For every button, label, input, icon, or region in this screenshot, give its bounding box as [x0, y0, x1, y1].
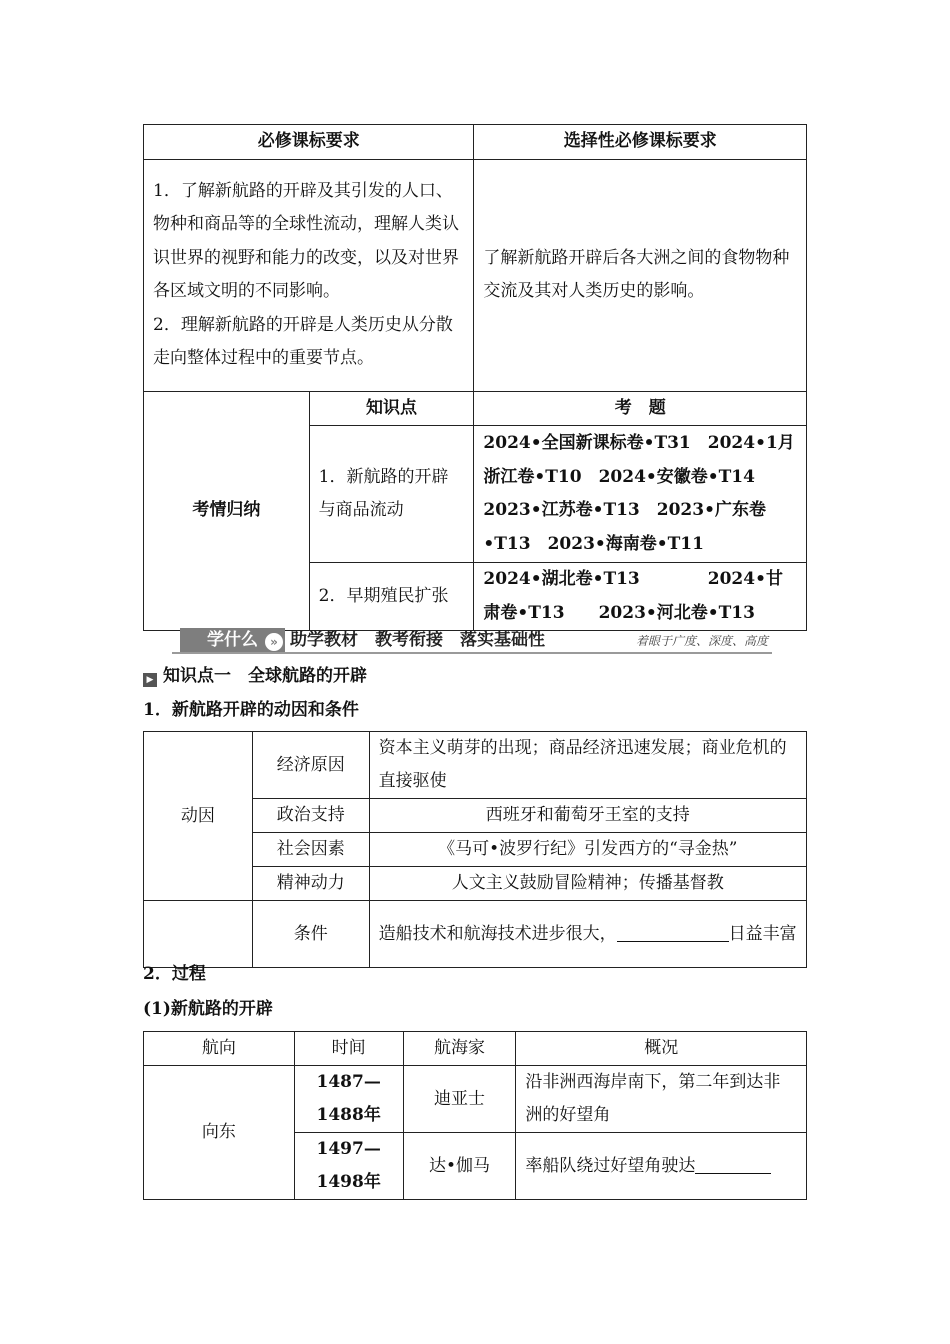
header-summary: 概况	[516, 1032, 807, 1066]
condition-detail	[369, 901, 806, 968]
detail-social: 《马可•波罗行纪》引发西方的“寻金热”	[369, 833, 806, 867]
standards-table	[143, 124, 807, 631]
summary-gama	[516, 1133, 807, 1200]
banner-tag: 学什么	[180, 628, 285, 652]
required-item-2: 2．理解新航路的开辟是人类历史从分散走向整体过程中的重要节点。	[153, 314, 453, 368]
navigator-dias: 迪亚士	[403, 1066, 516, 1133]
banner-slogan: 着眼于广度、深度、高度	[635, 634, 768, 648]
detail-spiritual: 人文主义鼓励冒险精神；传播基督教	[369, 867, 806, 901]
section-heading	[143, 664, 367, 688]
knowledge-point-2: 2．早期殖民扩张	[309, 563, 474, 631]
chevron-right-icon: »	[263, 631, 285, 653]
motives-table	[143, 731, 807, 968]
time-gama: 1497—1498年	[294, 1133, 403, 1200]
detail-political: 西班牙和葡萄牙王室的支持	[369, 799, 806, 833]
banner-title: 助学教材 教考衔接 落实基础性	[290, 630, 545, 650]
time-dias: 1487—1488年	[294, 1066, 403, 1133]
learning-banner	[172, 626, 772, 654]
header-elective: 选择性必修课标要求	[474, 125, 807, 160]
header-navigator: 航海家	[403, 1032, 516, 1066]
fill-blank-2[interactable]	[695, 1155, 771, 1174]
banner-divider	[172, 652, 772, 654]
knowledge-point-1: 1．新航路的开辟与商品流动	[309, 426, 474, 563]
header-required: 必修课标要求	[144, 125, 474, 160]
questions-2: 2024•湖北卷•T13 2024•甘肃卷•T13 2023•河北卷•T13	[474, 563, 807, 631]
factor-spiritual: 精神动力	[252, 867, 369, 901]
direction-east: 向东	[144, 1066, 295, 1200]
subheading-motives: 1．新航路开辟的动因和条件	[143, 700, 359, 720]
subheading-new-routes: (1)新航路的开辟	[143, 999, 273, 1019]
factor-economic: 经济原因	[252, 732, 369, 799]
subheading-process: 2．过程	[143, 964, 206, 984]
fill-blank-1[interactable]	[617, 923, 729, 942]
section-title: 知识点一 全球航路的开辟	[163, 666, 367, 686]
condition-text-end: 日益丰富	[728, 923, 797, 944]
detail-economic: 资本主义萌芽的出现；商品经济迅速发展；商业危机的直接驱使	[369, 732, 806, 799]
routes-table	[143, 1031, 807, 1200]
questions-1: 2024•全国新课标卷•T31 2024•1月浙江卷•T10 2024•安徽卷•T14 2023•江苏卷•T13 2023•广东卷•T13 2023•海南卷•T11	[474, 426, 807, 563]
required-item-1: 1．了解新航路的开辟及其引发的人口、物种和商品等的全球性流动，理解人类认识世界的视野和能力的改变，以及对世界各区域文明的不同影响。	[153, 180, 459, 301]
exam-summary-label: 考情归纳	[144, 391, 310, 631]
motive-label: 动因	[144, 732, 253, 901]
condition-text: 造船技术和航海技术进步很大，	[378, 923, 617, 944]
header-direction: 航向	[144, 1032, 295, 1066]
play-icon: ▶	[143, 673, 157, 687]
factor-social: 社会因素	[252, 833, 369, 867]
condition-label: 条件	[252, 901, 369, 968]
factor-political: 政治支持	[252, 799, 369, 833]
col-questions: 考 题	[474, 391, 807, 426]
summary-dias: 沿非洲西海岸南下，第二年到达非洲的好望角	[516, 1066, 807, 1133]
summary-gama-text: 率船队绕过好望角驶达	[525, 1155, 696, 1176]
navigator-gama: 达•伽马	[403, 1133, 516, 1200]
required-standards-cell	[144, 159, 474, 391]
empty-cell	[144, 901, 253, 968]
col-knowledge: 知识点	[309, 391, 474, 426]
elective-standards-cell: 了解新航路开辟后各大洲之间的食物物种交流及其对人类历史的影响。	[474, 159, 807, 391]
header-time: 时间	[294, 1032, 403, 1066]
